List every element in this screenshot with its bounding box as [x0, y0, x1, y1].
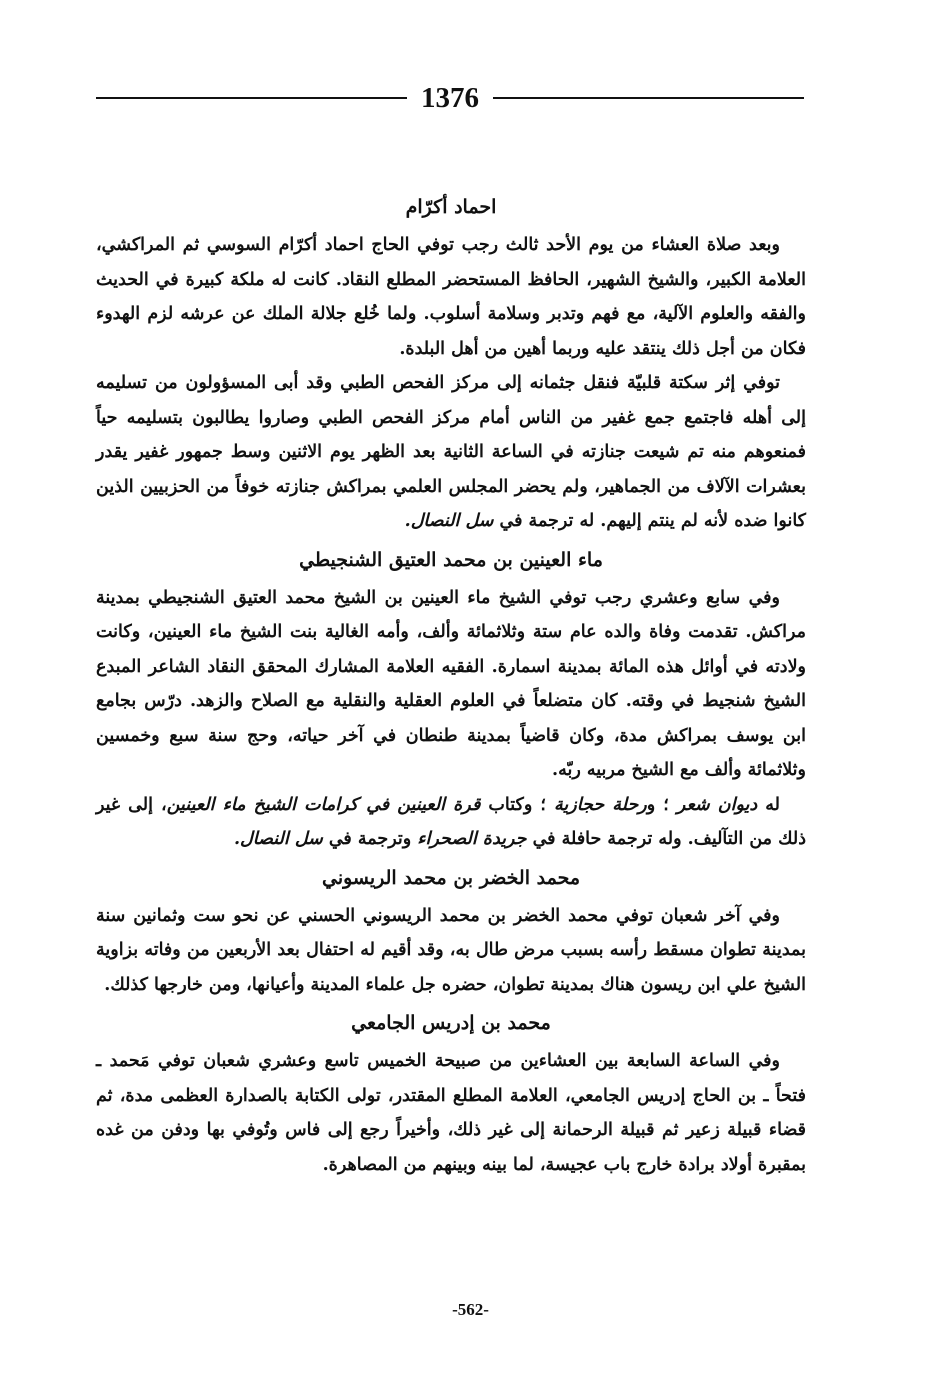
work-title: ديوان شعر	[676, 794, 758, 815]
entry-paragraph	[96, 366, 806, 539]
entry-title: محمد بن إدريس الجامعي	[351, 1012, 551, 1034]
entry-ma-al-aynayn	[96, 539, 806, 857]
biblio-text: وترجمة في	[322, 829, 418, 849]
entry-ahmad-akram	[96, 186, 806, 539]
biblio-text: له	[757, 794, 781, 815]
work-title: سل النصال.	[233, 829, 323, 849]
entry-title: ماء العينين بن محمد العتيق الشنجيطي	[299, 548, 603, 571]
entry-title: احماد أكرّام	[405, 196, 497, 218]
page-number: -562-	[452, 1300, 489, 1319]
page-header	[96, 78, 804, 118]
entry-title: محمد الخضر بن محمد الريسوني	[321, 866, 581, 889]
bibliography-paragraph	[96, 788, 806, 857]
biblio-text: ؛ وكتاب	[480, 794, 555, 815]
work-title: رحلة حجازية	[554, 794, 647, 815]
entry-paragraph: وفي سابع وعشري رجب توفي الشيخ ماء العينين بن الشيخ محمد العتيق الشنجيطي بمدينة مراكش. تقدمت وفاة والده عام ستة وثلاثمائة وألف، وأمه الغالية بنت الشيخ ماء العينين، وكانت ولادته في أوائل هذه المائة بمدينة اسمارة. الفقيه العلامة المشارك المحقق النقاد الشاعر المبدع الشيخ شنجيط في وقته. كان متضلعاً في العلوم العقلية والنقلية مع الصلاح والزهد. درّس بجامع ابن يوسف بمراكش مدة، وكان قاضياً بمدينة طنطان في آخر حياته، وحج سنة سبع وخمسين وثلاثمائة وألف مع الشيخ مربيه ربّه.	[96, 587, 806, 780]
biblio-text: ، إلى غير ذلك من التآليف. وله ترجمة حافلة في	[96, 794, 806, 849]
biblio-text: ؛ و	[646, 794, 677, 815]
entry-idris-jamii	[96, 1002, 806, 1182]
reference-title: سل النصال.	[404, 511, 494, 531]
entry-khadir-raysuni	[96, 857, 806, 1003]
paragraph-text: توفي إثر سكتة قلبيّة فنقل جثمانه إلى مركز الفحص الطبي وقد أبى المسؤولون من تسليمه إلى أهله فاجتمع جمع غفير من الناس أمام مركز الفحص الطبي وصاروا يطالبون بتسليمه حياً فمنعوهم منه تم شيعت جنازته في الساعة الثانية بعد الظهر يوم الاثنين وسط جمهور غفير يقدر بعشرات الآلاف من الجماهير، ولم يحضر المجلس العلمي بمراكش جنازته خوفاً من الحزبيين الذين كانوا ضده لأنه لم ينتم إليهم. له ترجمة في	[96, 373, 806, 531]
year-heading: 1376	[421, 81, 479, 114]
work-title: قرة العينين في كرامات الشيخ ماء العينين	[166, 794, 481, 815]
page-body	[96, 186, 806, 1182]
header-rule-left	[96, 97, 407, 99]
entry-paragraph: وفي الساعة السابعة بين العشاءين من صبيحة الخميس تاسع وعشري شعبان توفي مَحمد ـ فتحاً ـ بن الحاج إدريس الجامعي، العلامة المطلع المقتدر، تولى الكتابة بالصدارة العظمى مدة، ثم قضاء قبيلة زعير ثم قبيلة الرحمانة إلى غير ذلك، وأخيراً رجع إلى فاس وتُوفي بها ودفن من غده بمقبرة أولاد برادة خارج باب عجيسة، لما بينه وبينهم من المصاهرة.	[96, 1051, 806, 1175]
entry-paragraph: وفي آخر شعبان توفي محمد الخضر بن محمد الريسوني الحسني عن نحو ست وثمانين سنة بمدينة تطوان مسقط رأسه بسبب مرض طال به، وقد أقيم له احتفال بعد الأربعين من وفاته بزاوية الشيخ علي ابن ريسون هناك بمدينة تطوان، حضره جل علماء المدينة وأعيانها، ومن خارجها كذلك.	[96, 905, 806, 995]
header-rule-right	[493, 97, 804, 99]
entry-paragraph: وبعد صلاة العشاء من يوم الأحد ثالث رجب توفي الحاج احماد أكرّام السوسي ثم المراكشي، العلامة الكبير، والشيخ الشهير، الحافظ المستحضر المطلع النقاد. كانت له ملكة كبيرة في الحديث والفقه والعلوم الآلية، مع فهم وتدبر وسلامة أسلوب. ولما خُلع جلالة الملك عن عرشه لزم الهدوء فكان من أجل ذلك ينتقد عليه وربما أهين من أهل البلدة.	[96, 235, 806, 359]
work-title: جريدة الصحراء	[417, 829, 527, 849]
